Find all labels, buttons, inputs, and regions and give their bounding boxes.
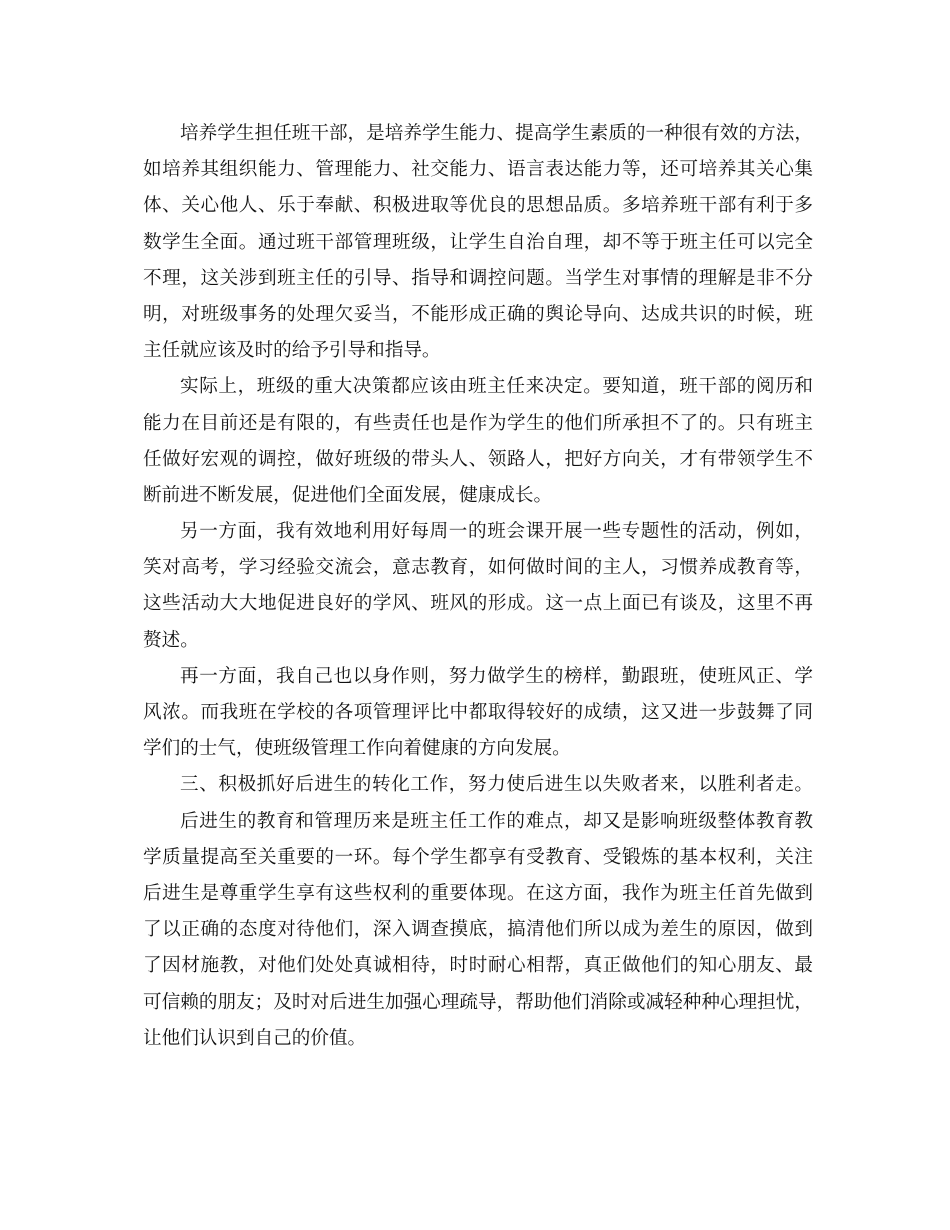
text-line: 赘述。 [143,629,199,651]
text-line: 能力在目前还是有限的，有些责任也是作为学生的他们所承担不了的。只有班主 [143,412,813,434]
text-line: 三、积极抓好后进生的转化工作，努力使后进生以失败者来，以胜利者走。 [180,774,813,796]
text-line: 断前进不断发展，促进他们全面发展，健康成长。 [143,484,553,506]
text-line: 不理，这关涉到班主任的引导、指导和调控问题。当学生对事情的理解是非不分 [143,267,813,289]
text-line: 风浓。而我班在学校的各项管理评比中都取得较好的成绩，这又进一步鼓舞了同 [143,702,813,723]
text-line: 了因材施教，对他们处处真诚相待，时时耐心相帮，真正做他们的知心朋友、最 [143,955,813,977]
text-line: 体、关心他人、乐于奉献、积极进取等优良的思想品质。多培养班干部有利于多 [143,195,813,217]
text-line: 笑对高考，学习经验交流会，意志教育，如何做时间的主人，习惯养成教育等， [143,557,813,579]
text-line: 后进生是尊重学生享有这些权利的重要体现。在这方面，我作为班主任首先做到 [143,882,813,904]
text-line: 学们的士气，使班级管理工作向着健康的方向发展。 [143,738,571,760]
text-line: 让他们认识到自己的价值。 [143,1027,367,1049]
text-line: 培养学生担任班干部，是培养学生能力、提高学生素质的一种很有效的方法， [180,123,813,144]
text-line: 实际上，班级的重大决策都应该由班主任来决定。要知道，班干部的阅历和 [180,376,813,398]
text-line: 可信赖的朋友；及时对后进生加强心理疏导，帮助他们消除或减轻种种心理担忧， [143,991,813,1013]
text-line: 后进生的教育和管理历来是班主任工作的难点，却又是影响班级整体教育教 [180,810,813,832]
text-line: 如培养其组织能力、管理能力、社交能力、语言表达能力等，还可培养其关心集 [143,159,813,181]
text-line: 另一方面，我有效地利用好每周一的班会课开展一些专题性的活动，例如， [180,521,813,543]
text-line: 数学生全面。通过班干部管理班级，让学生自治自理，却不等于班主任可以完全 [143,231,813,253]
text-line: 学质量提高至关重要的一环。每个学生都享有受教育、受锻炼的基本权利，关注 [143,846,813,868]
text-line: 任做好宏观的调控，做好班级的带头人、领路人，把好方向关，才有带领学生不 [143,448,813,470]
text-line: 主任就应该及时的给予引导和指导。 [143,340,441,362]
text-line: 明，对班级事务的处理欠妥当，不能形成正确的舆论导向、达成共识的时候，班 [143,303,813,325]
text-line: 再一方面，我自己也以身作则，努力做学生的榜样，勤跟班，使班风正、学 [180,665,813,687]
document-body [143,116,813,1057]
text-line: 了以正确的态度对待他们，深入调查摸底，搞清他们所以成为差生的原因，做到 [143,919,813,941]
text-line: 这些活动大大地促进良好的学风、班风的形成。这一点上面已有谈及，这里不再 [143,593,813,615]
